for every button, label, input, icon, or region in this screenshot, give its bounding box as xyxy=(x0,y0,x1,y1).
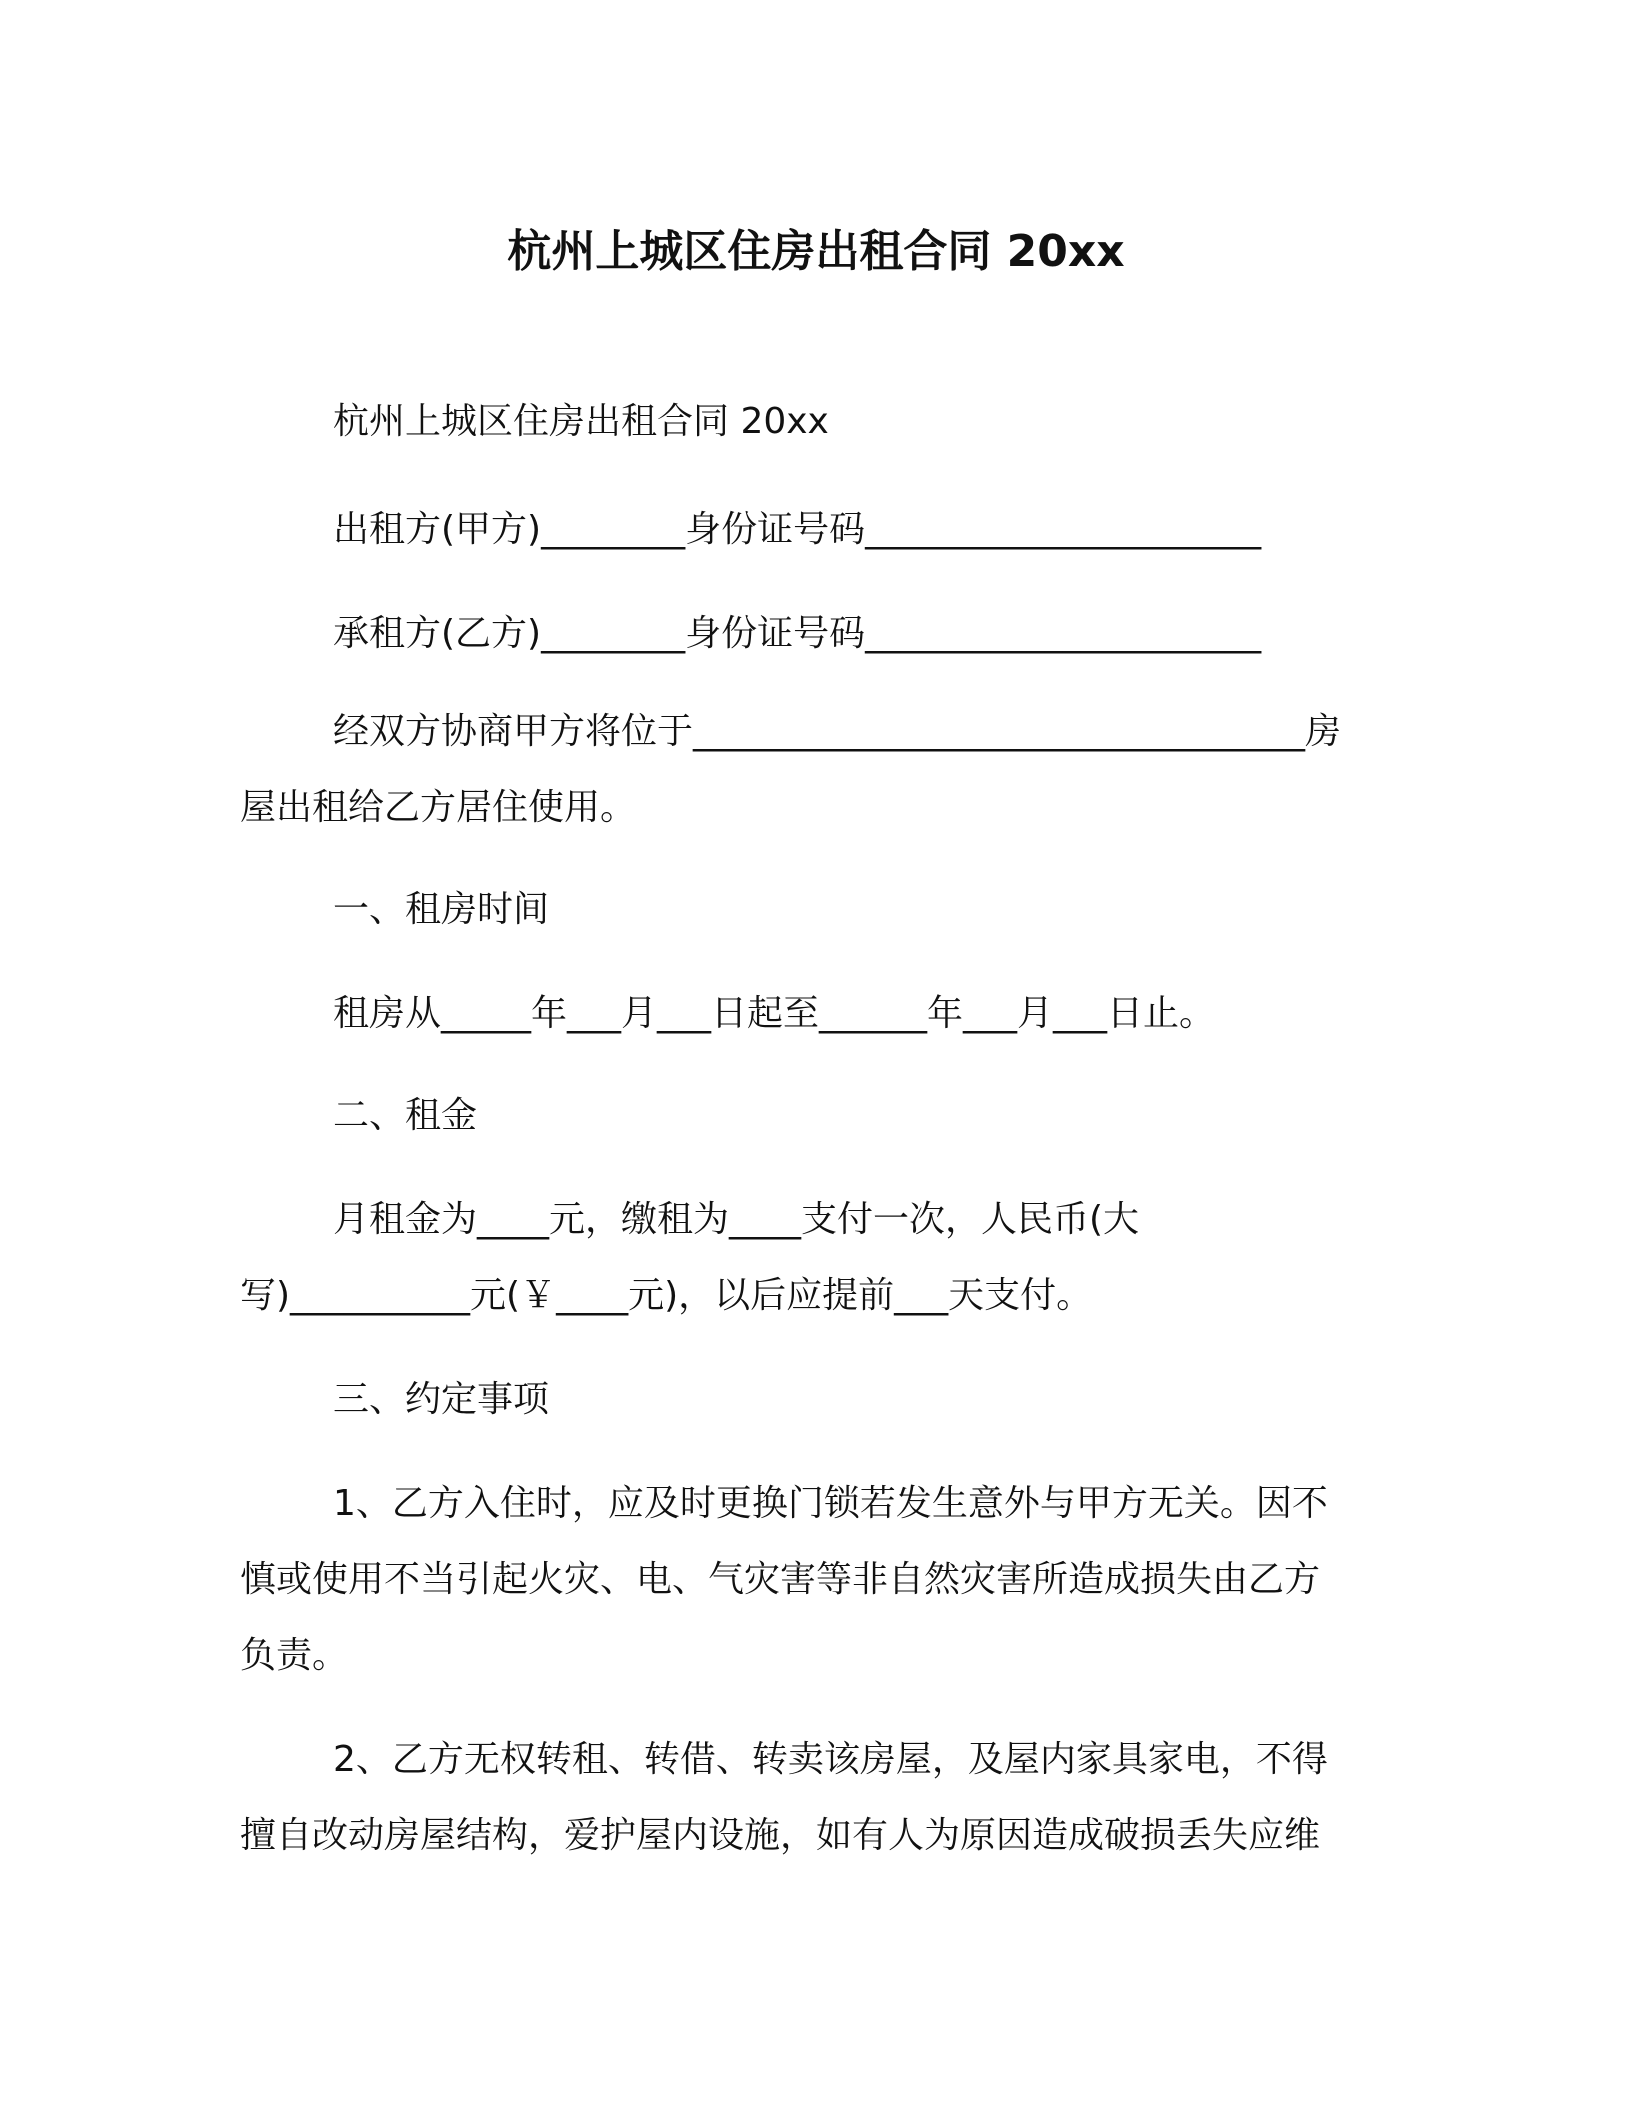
lessee-line: 承租方(乙方)________身份证号码______________________ xyxy=(333,613,1262,654)
section-heading-terms: 三、约定事项 xyxy=(333,1379,550,1420)
section-heading-rent: 二、租金 xyxy=(333,1095,478,1136)
agreement-line-1: 经双方协商甲方将位于__________________________________房 xyxy=(333,711,1342,752)
rent-line-1: 月租金为____元，缴租为____支付一次，人民币(大 xyxy=(333,1199,1140,1240)
document-title: 杭州上城区住房出租合同 20xx xyxy=(507,226,1125,277)
section-heading-rent-period: 一、租房时间 xyxy=(333,889,550,930)
term-item-1-line-3: 负责。 xyxy=(240,1635,349,1676)
term-item-1-line-2: 慎或使用不当引起火灾、电、气灾害等非自然灾害所造成损失由乙方 xyxy=(240,1559,1321,1600)
agreement-line-2: 屋出租给乙方居住使用。 xyxy=(240,787,637,828)
term-item-1-line-1: 1、乙方入住时，应及时更换门锁若发生意外与甲方无关。因不 xyxy=(333,1483,1328,1524)
lessor-line: 出租方(甲方)________身份证号码______________________ xyxy=(333,509,1262,550)
term-item-2-line-2: 擅自改动房屋结构，爱护屋内设施，如有人为原因造成破损丢失应维 xyxy=(240,1815,1321,1856)
rent-line-2: 写)__________元(￥____元)，以后应提前___天支付。 xyxy=(240,1275,1093,1316)
rent-period-line: 租房从_____年___月___日起至______年___月___日止。 xyxy=(333,993,1216,1034)
term-item-2-line-1: 2、乙方无权转租、转借、转卖该房屋，及屋内家具家电，不得 xyxy=(333,1739,1328,1780)
document-subtitle: 杭州上城区住房出租合同 20xx xyxy=(333,401,829,442)
